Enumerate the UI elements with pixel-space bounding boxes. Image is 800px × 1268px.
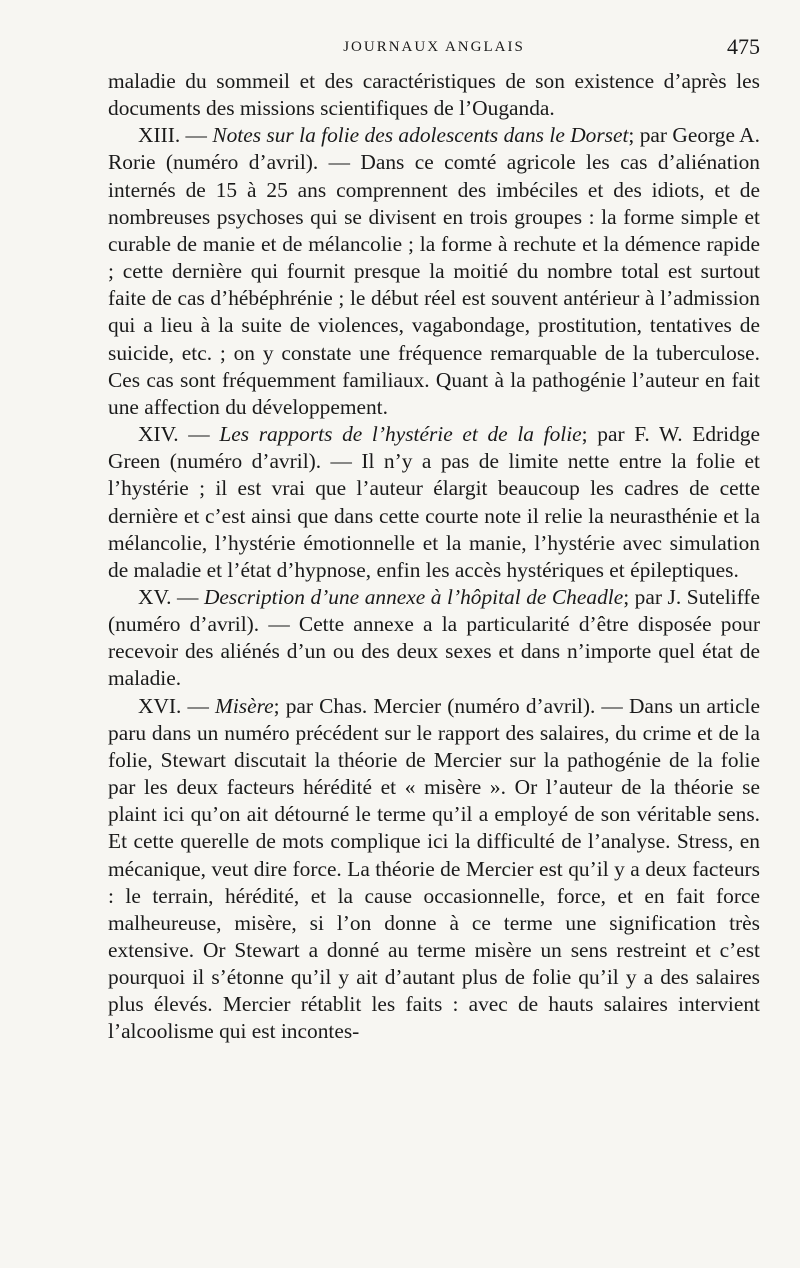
article-title: Notes sur la folie des adolescents dans le Dorset (212, 123, 629, 148)
article-title: Misère (215, 693, 274, 718)
paragraph-text: ; par Chas. Mercier (numéro d’avril). — Dans un article paru dans un numéro précédent sur le rapport des salaires, du crime et de la folie, Stewart discutait la théorie de Mercier sur la pathogénie de la folie par les deux facteurs hérédité et « misère ». Or l’auteur de la théorie se plaint ici qu’on ait détourné le terme qu’il a employé de son véritable sens. Et cette querelle de mots complique ici la difficulté de l’analyse. Stress, en mécanique, veut dire force. La théorie de Mercier est qu’il y a deux facteurs : le terrain, hérédité, et la cause occasionnelle, force, et en fait force malheureuse, misère, si l’on donne à ce terme une signification très extensive. Or Stewart a donné au terme misère un sens restreint et c’est pourquoi il s’étonne qu’il y ait d’autant plus de folie qu’il y a des salaires plus élevés. Mercier rétablit les faits : avec de hauts salaires intervient l’alcoolisme qui est incontes- (108, 693, 760, 1044)
running-head: JOURNAUX ANGLAIS (343, 39, 525, 55)
section-number: XIII. — (138, 123, 207, 148)
page-header (108, 34, 760, 62)
section-number: XVI. — (138, 693, 209, 718)
article-title: Les rapports de l’hystérie et de la folie (219, 422, 582, 447)
paragraph-text: maladie du sommeil et des caractéristiques de son existence d’après les documents des missions scientifiques de l’Ouganda. (108, 69, 760, 121)
paragraph-text: ; par George A. Rorie (numéro d’avril). — Dans ce comté agricole les cas d’aliénation internés de 15 à 25 ans comprennent des imbéciles et des idiots, et de nombreuses psychoses qui se divisent en trois groupes : la forme simple et curable de manie et de mélancolie ; la forme à rechute et la démence rapide ; cette dernière qui fournit presque la moitié du nombre total est surtout faite de cas d’hébéphrénie ; le début réel est souvent antérieur à l’admission qui a lieu à la suite de violences, vagabondage, prostitution, tentatives de suicide, etc. ; on y constate une fréquence remarquable de la tuberculose. Ces cas sont fréquemment familiaux. Quant à la pathogénie l’auteur en fait une affection du développement. (108, 123, 760, 419)
section-number: XIV. — (138, 422, 210, 447)
paragraph-continuation (108, 68, 760, 122)
paragraph-xiii (108, 122, 760, 421)
paragraph-text: ; par F. W. Edridge Green (numéro d’avril). — Il n’y a pas de limite nette entre la folie et l’hystérie ; il est vrai que l’auteur élargit beaucoup les cadres de cette dernière et c’est ainsi que dans cette courte note il relie la neurasthénie et la mélancolie, l’hystérie émotionnelle et la manie, l’hystérie avec simulation de maladie et l’état d’hypnose, enfin les accès hystériques et épileptiques. (108, 422, 760, 582)
paragraph-xiv (108, 421, 760, 584)
page-number: 475 (727, 34, 760, 59)
article-title: Description d’une annexe à l’hôpital de Cheadle (203, 584, 624, 609)
section-number: XV. — (138, 584, 199, 609)
paragraph-xv (108, 584, 760, 693)
paragraph-text: ; par J. Suteliffe (numéro d’avril). — Cette annexe a la particularité d’être disposée pour recevoir des aliénés d’un ou des deux sexes et dans n’importe quel état de maladie. (108, 584, 760, 691)
body-text (108, 68, 760, 1046)
paragraph-xvi (108, 693, 760, 1046)
